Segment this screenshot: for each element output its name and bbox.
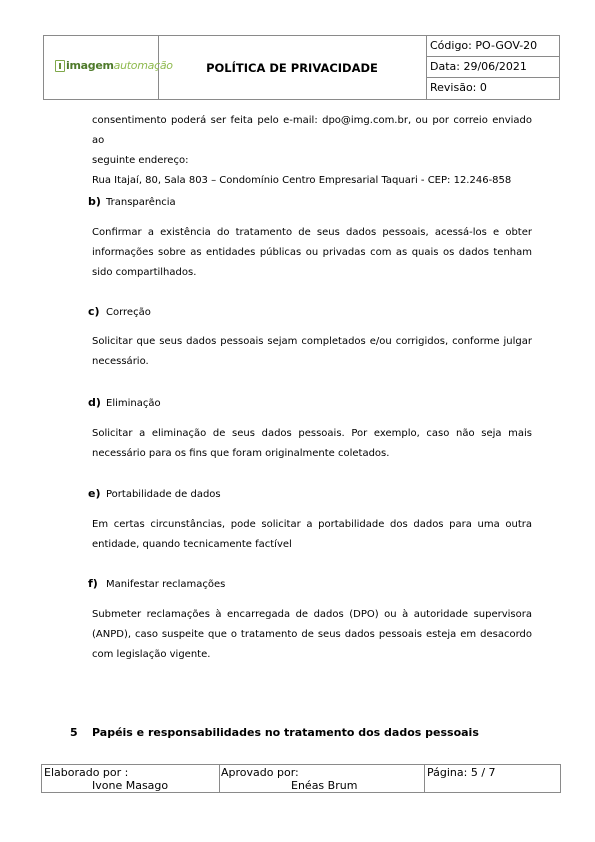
document-header (43, 35, 560, 100)
section-heading-b: b) Transparência (88, 195, 176, 208)
section-text-c: Solicitar que seus dados pessoais sejam completados e/ou corrigidos, conforme julgar necessário. (92, 336, 532, 367)
title-cell (158, 36, 427, 99)
page-number-cell (425, 765, 560, 792)
section-text-e: Em certas circunstâncias, pode solicitar a portabilidade dos dados para uma outra entidade, quando tecnicamente factível (92, 519, 532, 550)
document-revision: Revisão: 0 (430, 81, 487, 94)
section-5-heading: 5 Papéis e responsabilidades no tratamento dos dados pessoais (70, 726, 479, 739)
document-date: Data: 29/06/2021 (427, 57, 560, 78)
section-heading-e: e) Portabilidade de dados (88, 487, 221, 500)
meta-cell (427, 36, 560, 99)
approved-by-name: Enéas Brum (291, 779, 358, 792)
section-text-b: Confirmar a existência do tratamento de seus dados pessoais, acessá-los e obter informações sobre as entidades públicas ou privadas com as quais os dados tenham sido compartilhados. (92, 227, 532, 278)
section-heading-f: f) Manifestar reclamações (88, 577, 226, 590)
document-footer (41, 764, 561, 793)
prepared-by-cell: Elaborado por : Ivone Masago (42, 765, 220, 792)
intro-paragraph: consentimento poderá ser feita pelo e-mail: dpo@img.com.br, ou por correio enviado ao seguinte endereço: Rua Itajaí, 80, Sala 803 – Condomínio Centro Empresarial Taquari - CEP: 12.246-858 (92, 115, 532, 186)
section-heading-c: c) Correção (88, 305, 151, 318)
section-heading-d: d) Eliminação (88, 396, 161, 409)
logo-icon (55, 60, 65, 72)
company-logo: imagemautomação (55, 59, 173, 72)
document-title: POLÍTICA DE PRIVACIDADE (206, 61, 378, 75)
logo-cell (44, 36, 173, 99)
document-code: Código: PO-GOV-20 (427, 36, 560, 57)
section-text-d: Solicitar a eliminação de seus dados pessoais. Por exemplo, caso não seja mais necessário para os fins que foram originalmente coletados. (92, 428, 532, 459)
approved-by-cell: Aprovado por: Enéas Brum (219, 765, 425, 792)
prepared-by-name: Ivone Masago (92, 779, 169, 792)
page-number: Página: 5 / 7 (427, 766, 496, 779)
section-text-f: Submeter reclamações à encarregada de dados (DPO) ou à autoridade supervisora (ANPD), caso suspeite que o tratamento de seus dados pessoais esteja em desacordo com legislação vigente. (92, 609, 532, 660)
